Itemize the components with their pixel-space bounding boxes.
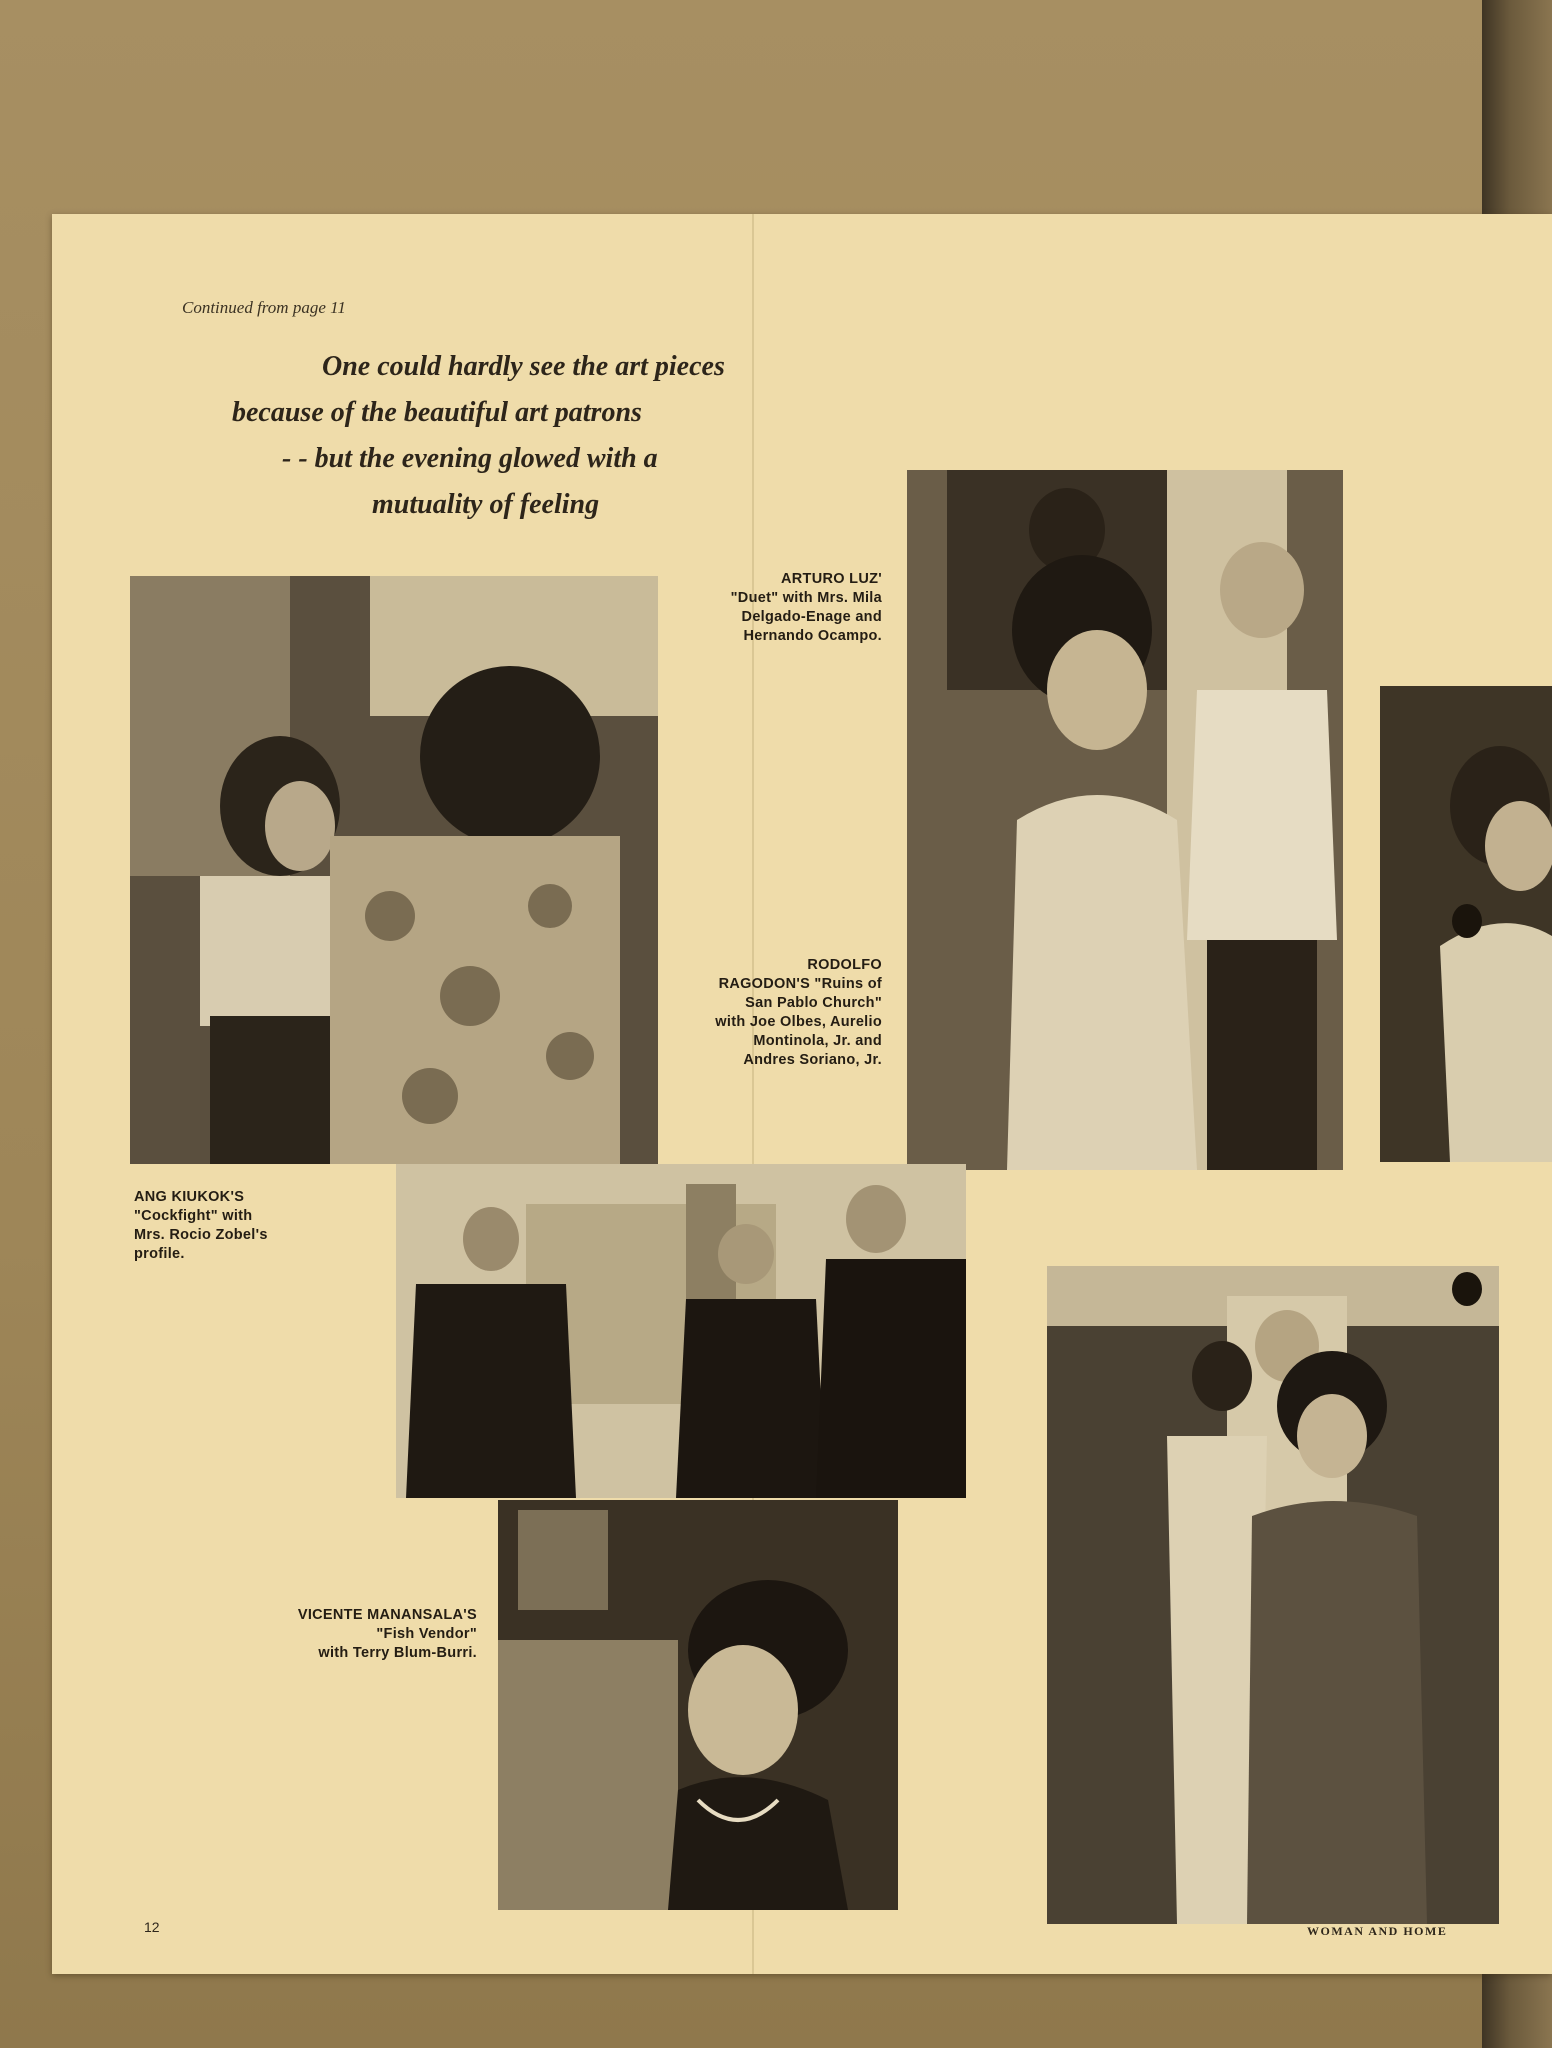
- caption-line: with Joe Olbes, Aurelio: [715, 1014, 882, 1030]
- caption-line: ANG KIUKOK'S: [134, 1189, 245, 1205]
- photo-luz-duet: [907, 470, 1343, 1170]
- caption-line: ARTURO LUZ': [781, 571, 882, 587]
- caption-line: with Terry Blum-Burri.: [318, 1645, 477, 1661]
- caption-line: Hernando Ocampo.: [743, 628, 882, 644]
- magazine-name: WOMAN AND HOME: [1307, 1924, 1448, 1938]
- caption-line: "Fish Vendor": [376, 1626, 477, 1642]
- page-number: 12: [144, 1919, 160, 1935]
- punch-hole: [1452, 1272, 1482, 1306]
- caption-kiukok: [134, 1188, 354, 1264]
- headline: [172, 344, 792, 528]
- caption-line: RODOLFO: [807, 957, 882, 973]
- caption-line: RAGODON'S "Ruins of: [718, 976, 882, 992]
- headline-line-3: - - but the evening glowed with a: [282, 443, 658, 474]
- caption-line: VICENTE MANANSALA'S: [297, 1607, 477, 1623]
- caption-line: San Pablo Church": [745, 995, 882, 1011]
- photo-kiukok-cockfight: [130, 576, 658, 1164]
- photo-group-bottom-right: [1047, 1266, 1499, 1924]
- caption-line: Mrs. Rocio Zobel's: [134, 1227, 268, 1243]
- magazine-page: [52, 214, 1552, 1974]
- headline-line-1: One could hardly see the art pieces: [322, 351, 725, 382]
- photo-ragodon-ruins: [396, 1164, 966, 1498]
- headline-line-2: because of the beautiful art patrons: [232, 397, 642, 428]
- caption-ragodon: [652, 956, 882, 1070]
- headline-line-4: mutuality of feeling: [372, 489, 600, 520]
- caption-manansala: [202, 1606, 477, 1663]
- caption-luz: [652, 570, 882, 646]
- caption-line: "Cockfight" with: [134, 1208, 253, 1224]
- caption-line: Delgado-Enage and: [741, 609, 882, 625]
- caption-line: Andres Soriano, Jr.: [743, 1052, 882, 1068]
- caption-line: "Duet" with Mrs. Mila: [730, 590, 882, 606]
- caption-line: profile.: [134, 1246, 185, 1262]
- punch-hole: [1452, 904, 1482, 938]
- caption-line: Montinola, Jr. and: [753, 1033, 882, 1049]
- continued-note: Continued from page 11: [182, 298, 346, 317]
- photo-manansala-fish-vendor: [498, 1500, 898, 1910]
